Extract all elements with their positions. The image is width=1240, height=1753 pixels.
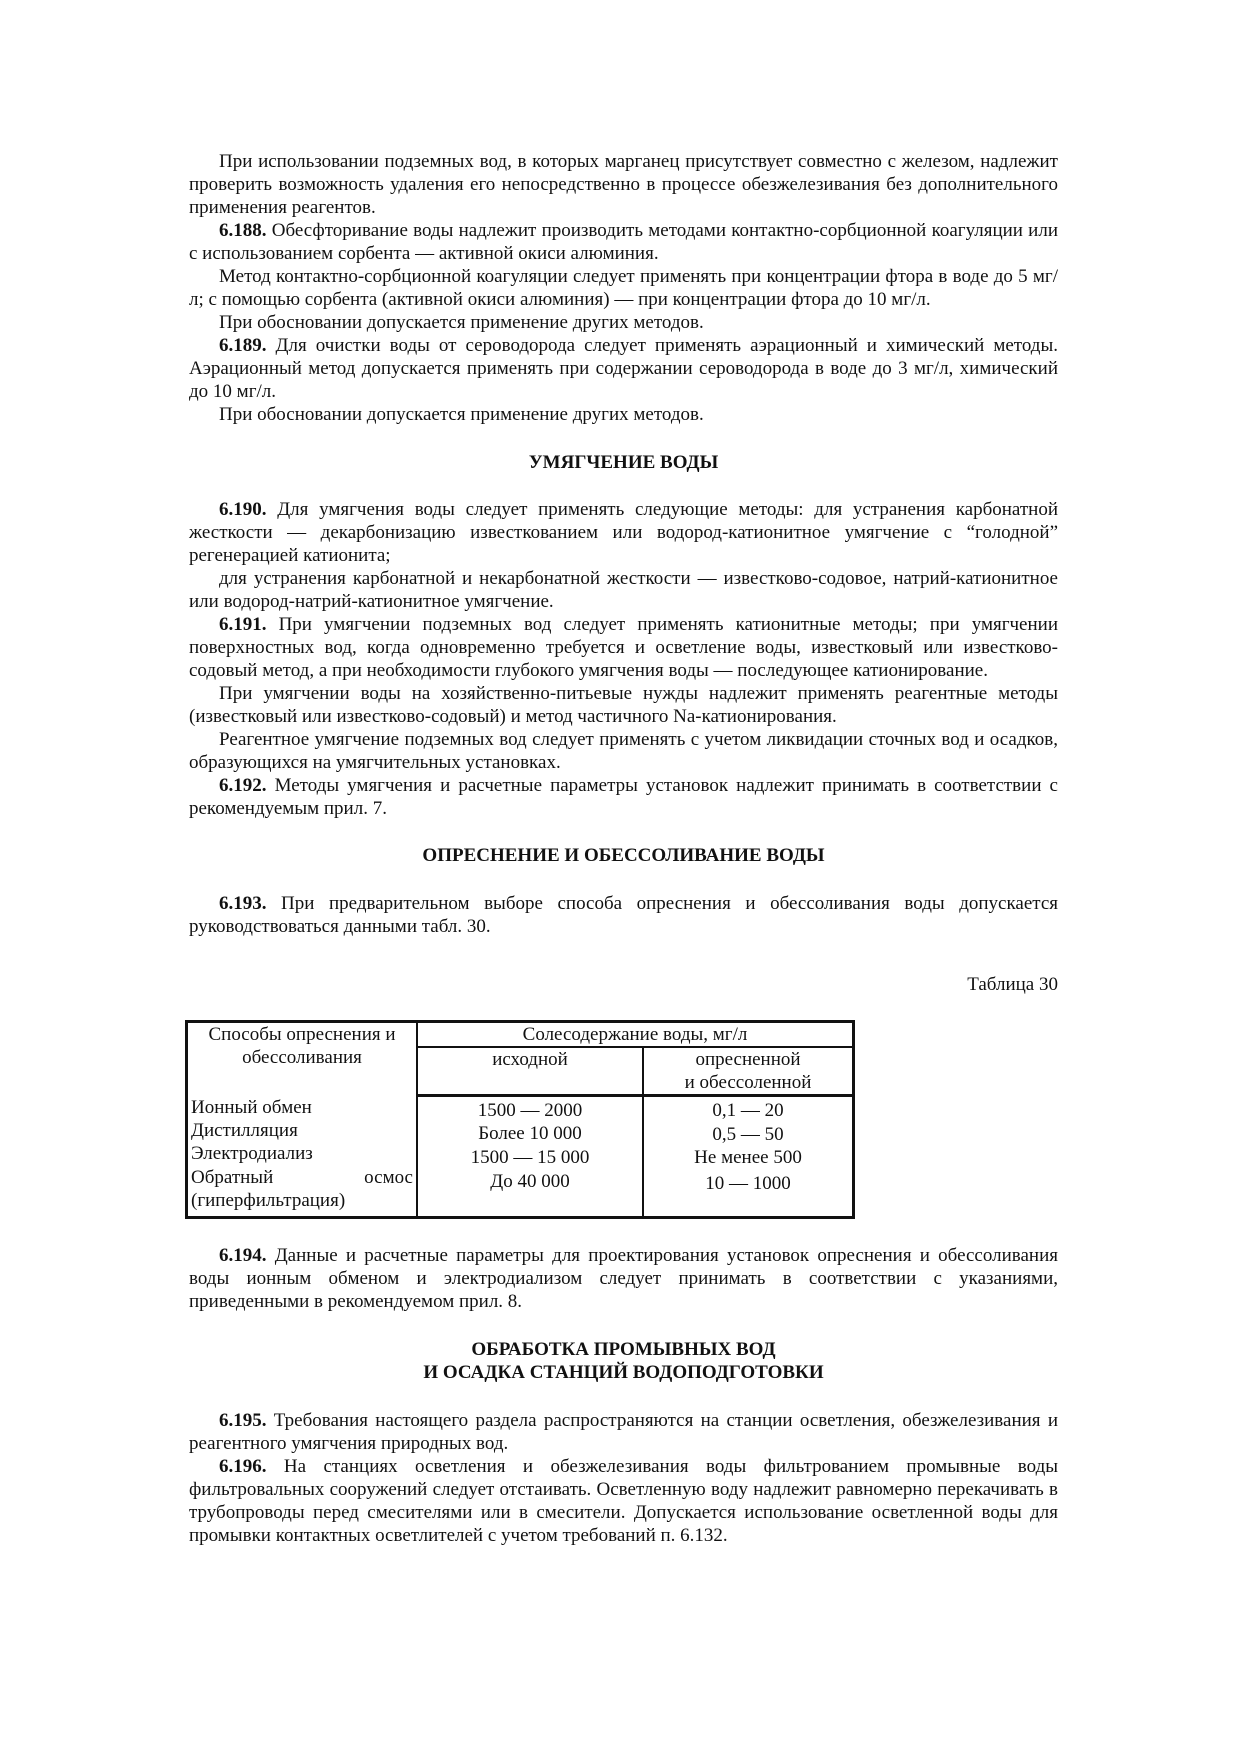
clause-text: Методы умягчения и расчетные параметры установок надлежит принимать в соответствии с рекомендуемым прил. 7. [189, 775, 1058, 819]
table-cell: Ионный обмен [191, 1096, 312, 1118]
clause-6-191 [189, 613, 1058, 682]
table-cell: 0,1 — 20 [712, 1100, 784, 1121]
clause-number: 6.188. [219, 220, 267, 241]
clause-6-188 [189, 219, 1058, 265]
clause-6-196 [189, 1455, 1058, 1547]
table-cell: (гиперфильтрация) [191, 1189, 346, 1211]
clause-text: Для умягчения воды следует применять следующие методы: для устранения карбонатной жесткости — декарбонизацию известкованием или водород-катионитное умягчение с “голодной” регенерацией катионита; [189, 499, 1058, 566]
clause-text: При предварительном выборе способа опреснения и обессоливания воды допускается руководствоваться данными табл. 30. [189, 893, 1058, 937]
table-cell: 0,5 — 50 [712, 1124, 784, 1145]
desalination-table [185, 1020, 855, 1219]
clause-number: 6.195. [219, 1409, 267, 1431]
table-header-result [643, 1047, 854, 1096]
heading-line: И ОСАДКА СТАНЦИЙ ВОДОПОДГОТОВКИ [423, 1361, 824, 1383]
paragraph-coagulation-method: Метод контактно-сорбционной коагуляции следует применять при концентрации фтора в воде до 5 мг/л; с помощью сорбента (активной окиси алюминия) — при концентрации фтора до 10 мг/л. [189, 266, 1058, 310]
table-cell-result [643, 1096, 854, 1218]
clause-text: Обесфторивание воды надлежит производить методами контактно-сорбционной коагуляции или с использованием сорбента — активной окиси алюминия. [189, 220, 1058, 264]
clause-number: 6.193. [219, 893, 267, 914]
table-cell: 1500 — 15 000 [470, 1147, 590, 1168]
clause-number: 6.192. [219, 775, 267, 796]
table-cell: 10 — 1000 [705, 1173, 791, 1194]
table-header-source: исходной [417, 1047, 643, 1096]
clause-text: Для очистки воды от сероводорода следует применять аэрационный и химический методы. Аэрационный метод допускается применять при содержании сероводорода в воде до 3 мг/л, химический до 10 мг/л. [189, 335, 1058, 402]
section-heading-softening: УМЯГЧЕНИЕ ВОДЫ [528, 452, 719, 473]
section-heading-desalination: ОПРЕСНЕНИЕ И ОБЕССОЛИВАНИЕ ВОДЫ [422, 845, 825, 866]
section-heading-wash-water [189, 1338, 1058, 1384]
table-cell-methods [187, 1096, 418, 1218]
clause-6-193 [189, 892, 1058, 938]
paragraph-manganese: При использовании подземных вод, в которых марганец присутствует совместно с железом, надлежит проверить возможность удаления его непосредственно в процессе обезжелезивания без дополнительного применения реагентов. [189, 151, 1058, 218]
table-body-row [187, 1096, 854, 1218]
clause-number: 6.196. [219, 1455, 267, 1477]
table-cell: Не менее 500 [694, 1147, 802, 1168]
clause-text: Данные и расчетные параметры для проектирования установок опреснения и обессоливания воды ионным обменом и электродиализом следует принимать в соответствии с указаниями, приведенными в рекомендуемом прил. 8. [189, 1244, 1058, 1312]
clause-number: 6.191. [219, 614, 267, 635]
clause-6-195 [189, 1409, 1058, 1455]
header-text: и обессоленной [684, 1072, 812, 1093]
table-cell: осмос [364, 1166, 413, 1188]
clause-number: 6.189. [219, 335, 267, 356]
header-text: Способы опреснения и [208, 1024, 396, 1045]
clause-number: 6.190. [219, 499, 267, 520]
clause-6-190 [189, 498, 1058, 567]
clause-text: Требования настоящего раздела распространяются на станции осветления, обезжелезивания и реагентного умягчения природных вод. [189, 1409, 1058, 1454]
table-cell: 1500 — 2000 [477, 1100, 583, 1121]
clause-text: При умягчении подземных вод следует применять катионитные методы; при умягчении поверхностных вод, когда одновременно требуется и осветление воды, известковый или известково-содовый метод, а при необходимости глубокого умягчения воды — последующее катионирование. [189, 614, 1058, 681]
clause-6-189 [189, 334, 1058, 403]
paragraph-other-methods-2: При обосновании допускается применение других методов. [219, 404, 704, 425]
document-page [189, 150, 1058, 1547]
table-cell: До 40 000 [490, 1171, 570, 1192]
clause-6-194 [189, 1244, 1058, 1313]
paragraph-other-methods-1: При обосновании допускается применение других методов. [219, 312, 704, 333]
heading-line: ОБРАБОТКА ПРОМЫВНЫХ ВОД [471, 1338, 776, 1360]
paragraph-drinking-water-softening: При умягчении воды на хозяйственно-питьевые нужды надлежит применять реагентные методы (известковый или известково-содовый) и метод частичного Na-катионирования. [189, 683, 1058, 727]
header-text: обессоливания [242, 1047, 362, 1068]
table-cell: Более 10 000 [478, 1123, 582, 1144]
table-header-salt-content: Солесодержание воды, мг/л [417, 1022, 854, 1048]
table-cell: Дистилляция [191, 1119, 298, 1141]
table-cell-source [417, 1096, 643, 1218]
table-caption: Таблица 30 [967, 974, 1058, 995]
clause-6-192 [189, 774, 1058, 820]
header-text: опресненной [695, 1049, 801, 1070]
table-cell: Обратный [191, 1166, 274, 1188]
clause-text: На станциях осветления и обезжелезивания воды фильтрованием промывные воды фильтровальных сооружений следует отстаивать. Осветленную воду надлежит равномерно перекачивать в трубопроводы перед смесителями или в смесители. Допускается использование осветленной воды для промывки контактных осветлителей с учетом требований п. 6.132. [189, 1455, 1058, 1546]
table-cell: Электродиализ [191, 1142, 313, 1164]
clause-number: 6.194. [219, 1244, 267, 1266]
paragraph-reagent-softening: Реагентное умягчение подземных вод следует применять с учетом ликвидации сточных вод и осадков, образующихся на умягчительных установках. [189, 729, 1058, 773]
paragraph-noncarbonate-hardness: для устранения карбонатной и некарбонатной жесткости — известково-содовое, натрий-катионитное или водород-натрий-катионитное умягчение. [189, 568, 1058, 612]
table-header-methods [187, 1022, 418, 1096]
table-cell-split [191, 1166, 413, 1189]
